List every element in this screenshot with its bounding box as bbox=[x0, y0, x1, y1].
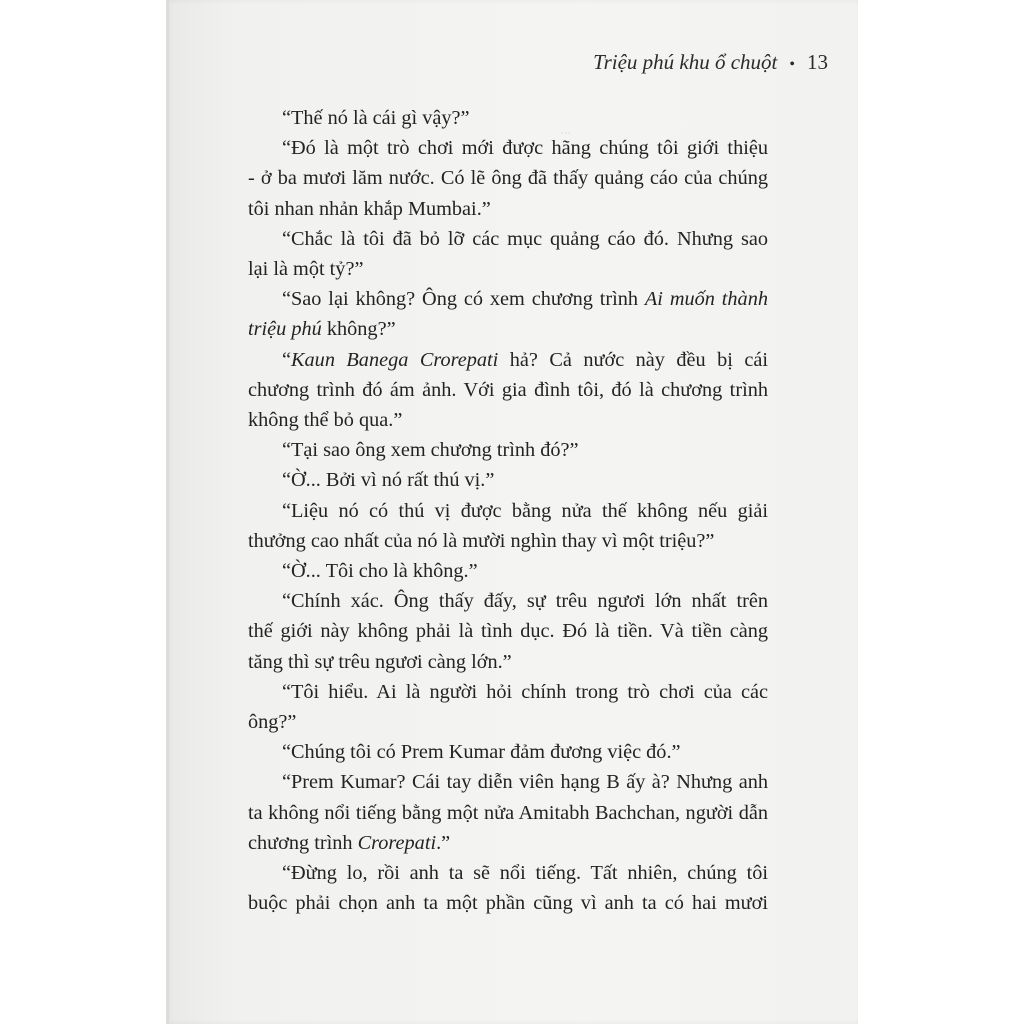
page-gutter-edge bbox=[166, 0, 169, 1024]
paragraph: “Chúng tôi có Prem Kumar đảm đương việc đó.” bbox=[282, 741, 681, 764]
paragraph: “Kaun Banega Crorepati hả? Cả nước này đều bị cái chương trình đó ám ảnh. Với gia đình tôi, đó là chương trình không thể bỏ qua.” bbox=[248, 348, 768, 432]
paragraph-line: - ở ba mươi lăm nước. Có lẽ ông đã thấy quảng cáo của chúng bbox=[248, 167, 768, 190]
paragraph-line: buộc phải chọn anh ta một phần cũng vì anh ta có hai mươi bbox=[248, 892, 768, 915]
show-title-italic: Ai muốn thành triệu phú bbox=[248, 288, 768, 341]
paragraph: “Tại sao ông xem chương trình đó?” bbox=[282, 439, 579, 462]
paragraph-line: “Đừng lo, rồi anh ta sẽ nổi tiếng. Tất nhiên, chúng tôi bbox=[282, 862, 768, 885]
header-separator: • bbox=[789, 56, 795, 73]
paragraph-line: “Đó là một trò chơi mới được hãng chúng tôi giới thiệu bbox=[282, 137, 768, 160]
running-header bbox=[593, 50, 828, 75]
body-text bbox=[248, 103, 768, 918]
paragraph-line: ông?” bbox=[248, 711, 297, 734]
paragraph-line: lại là một tỷ?” bbox=[248, 258, 364, 281]
paragraph-line: “Chính xác. Ông thấy đấy, sự trêu ngươi lớn nhất trên bbox=[282, 590, 768, 613]
show-title-italic: Kaun Banega Crorepati bbox=[291, 348, 499, 371]
running-title: Triệu phú khu ổ chuột bbox=[593, 50, 778, 74]
paragraph: “Prem Kumar? Cái tay diễn viên hạng B ấy à? Nhưng anh ta không nổi tiếng bằng một nửa Amitabh Bachchan, người dẫn chương trình Crorepati.” bbox=[248, 771, 768, 854]
paragraph-line: thưởng cao nhất của nó là mười nghìn thay vì một triệu?” bbox=[248, 529, 715, 552]
paragraph: “Thế nó là cái gì vậy?” bbox=[282, 107, 470, 129]
paragraph: “Ờ... Tôi cho là không.” bbox=[282, 560, 478, 583]
paragraph-line: thế giới này không phải là tình dục. Đó là tiền. Và tiền càng bbox=[248, 620, 768, 643]
paragraph-line: “Tôi hiểu. Ai là người hỏi chính trong trò chơi của các bbox=[282, 680, 768, 703]
paragraph: “Ờ... Bởi vì nó rất thú vị.” bbox=[282, 469, 495, 492]
paragraph-line: “Liệu nó có thú vị được bằng nửa thế không nếu giải bbox=[282, 499, 768, 522]
page-number: 13 bbox=[807, 50, 828, 74]
paragraph: “Sao lại không? Ông có xem chương trình Ai muốn thành triệu phú không?” bbox=[248, 288, 768, 341]
paragraph-line: tăng thì sự trêu ngươi càng lớn.” bbox=[248, 650, 512, 673]
paragraph-line: “Chắc là tôi đã bỏ lỡ các mục quảng cáo đó. Nhưng sao bbox=[282, 227, 768, 250]
show-title-italic: Crorepati bbox=[357, 831, 437, 854]
paragraph-line: tôi nhan nhản khắp Mumbai.” bbox=[248, 197, 491, 220]
